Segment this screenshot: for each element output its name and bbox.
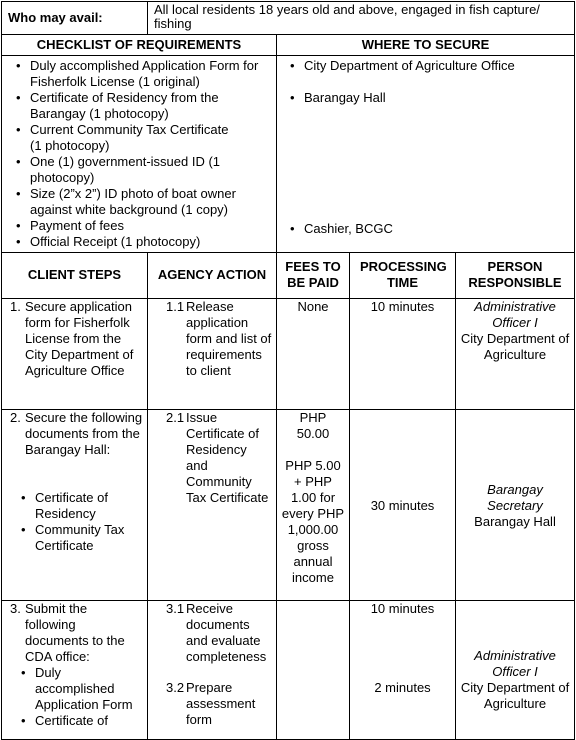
step2-number: 2. <box>10 410 21 425</box>
step2-action-number: 2.1 <box>166 410 185 425</box>
who-value: All local residents 18 years old and above, engaged in fish capture/ fishing <box>154 2 540 31</box>
agency-action-header: AGENCY ACTION <box>157 267 267 282</box>
step1-fees: None <box>297 299 329 314</box>
step2-time: 30 minutes <box>370 498 435 513</box>
who-label: Who may avail: <box>8 10 103 25</box>
person-header: PERSON RESPONSIBLE <box>468 259 562 290</box>
step3-fees-cell <box>276 600 350 740</box>
step1-time: 10 minutes <box>370 299 435 314</box>
step3-client-item: • Certificate of <box>17 713 139 729</box>
step3-person-office: City Department of Agriculture <box>460 680 570 711</box>
step3-person-title: Administrative Officer I <box>474 648 556 679</box>
requirement-item: • Size (2”x 2”) ID photo of boat owner against white background (1 copy) <box>12 186 262 218</box>
time-header: PROCESSING TIME <box>360 259 447 290</box>
step1-person-office: City Department of Agriculture <box>460 331 570 362</box>
checklist-heading: CHECKLIST OF REQUIREMENTS <box>36 37 242 52</box>
requirement-item: • Certificate of Residency from the Barangay (1 photocopy) <box>12 90 262 122</box>
step2-client-item: • Certificate of Residency <box>17 490 139 522</box>
step3-action-number: 3.1 <box>166 601 185 616</box>
step3-time-2: 2 minutes <box>374 680 431 695</box>
where-list-3 <box>286 221 566 237</box>
step3-action-text: Receive documents and evaluate completeness <box>186 601 267 664</box>
step1-number: 1. <box>10 299 21 314</box>
requirement-item: • Current Community Tax Certificate (1 photocopy) <box>12 122 240 154</box>
requirement-item: • Payment of fees <box>12 218 262 234</box>
where-item: • Barangay Hall <box>286 90 566 106</box>
step3-time-cell <box>349 600 456 740</box>
step2-client-item: • Community Tax Certificate <box>17 522 139 554</box>
fees-header: FEES TO BE PAID <box>285 259 341 290</box>
requirement-item: • Official Receipt (1 photocopy) <box>12 234 262 250</box>
step3-client-list <box>17 665 139 729</box>
where-list-1 <box>286 58 566 74</box>
where-heading: WHERE TO SECURE <box>361 37 490 52</box>
step3-action-text-2: Prepare assessment form <box>186 680 256 727</box>
step1-person-title: Administrative Officer I <box>474 299 556 330</box>
step3-client-item: • Duly accomplished Application Form <box>17 665 139 713</box>
step2-person-title: Barangay Secretary <box>487 482 543 513</box>
step3-number: 3. <box>10 601 21 616</box>
step2-client-list <box>17 490 139 554</box>
where-item: • Cashier, BCGC <box>286 221 566 237</box>
step1-action-text: Release application form and list of requirements to client <box>186 299 272 378</box>
step2-person-office: Barangay Hall <box>474 514 556 529</box>
step3-client-text: Submit the following documents to the CDA office: <box>25 601 125 664</box>
step2-client-text: Secure the following documents from the Barangay Hall: <box>25 410 143 457</box>
step2-action-text: Issue Certificate of Residency and Community Tax Certificate <box>186 410 269 505</box>
step3-time: 10 minutes <box>370 601 435 616</box>
step1-action-number: 1.1 <box>166 299 185 314</box>
where-list-2 <box>286 90 566 106</box>
step2-fees: PHP 50.00 <box>296 410 330 441</box>
step1-client-text: Secure application form for Fisherfolk License from the City Department of Agriculture Office <box>25 299 134 378</box>
step2-fees-detail: PHP 5.00 + PHP 1.00 for every PHP 1,000.00 gross annual income <box>281 458 345 585</box>
requirement-item: • One (1) government-issued ID (1 photocopy) <box>12 154 230 186</box>
requirement-item: • Duly accomplished Application Form for Fisherfolk License (1 original) <box>12 58 262 90</box>
requirements-list <box>12 58 262 250</box>
step3-action-number-2: 3.2 <box>166 680 185 695</box>
client-steps-header: CLIENT STEPS <box>27 267 122 282</box>
where-item: • City Department of Agriculture Office <box>286 58 566 74</box>
